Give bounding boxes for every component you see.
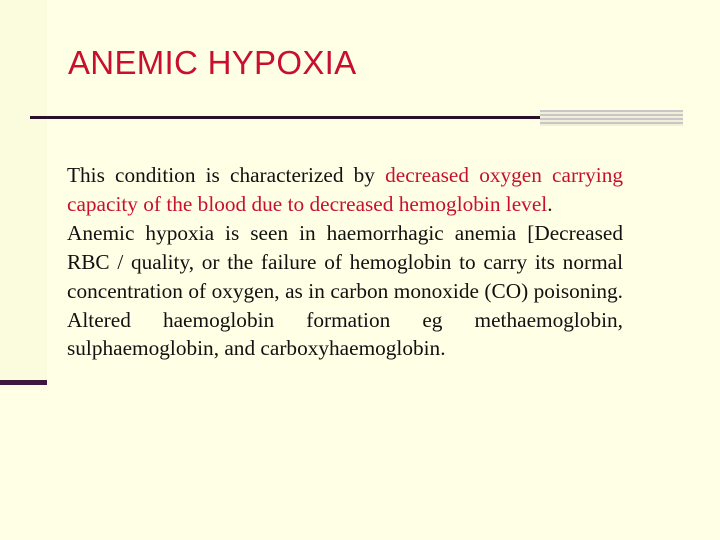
paragraph-definition bbox=[67, 161, 623, 219]
divider-accent-block bbox=[540, 110, 683, 126]
definition-end: . bbox=[547, 191, 553, 216]
body-text bbox=[67, 161, 623, 363]
definition-lead: This condition is characterized by bbox=[67, 163, 386, 187]
paragraph-causes: Anemic hypoxia is seen in haemorrhagic anemia [Decreased RBC / quality, or the failure of hemoglobin to carry its normal concentration of oxygen, as in carbon monoxide (CO) poisoning. Altered haemoglobin formation eg methaemoglobin, sulphaemoglobin, and carboxyhaemoglobin. bbox=[67, 220, 623, 361]
left-accent-bar bbox=[0, 380, 47, 385]
slide-title: ANEMIC HYPOXIA bbox=[68, 44, 357, 81]
title-divider bbox=[30, 116, 540, 119]
left-sidebar-band bbox=[0, 0, 47, 383]
definition-highlight: decreased oxygen carrying capacity of the blood due to decreased hemoglobin level bbox=[67, 163, 623, 216]
